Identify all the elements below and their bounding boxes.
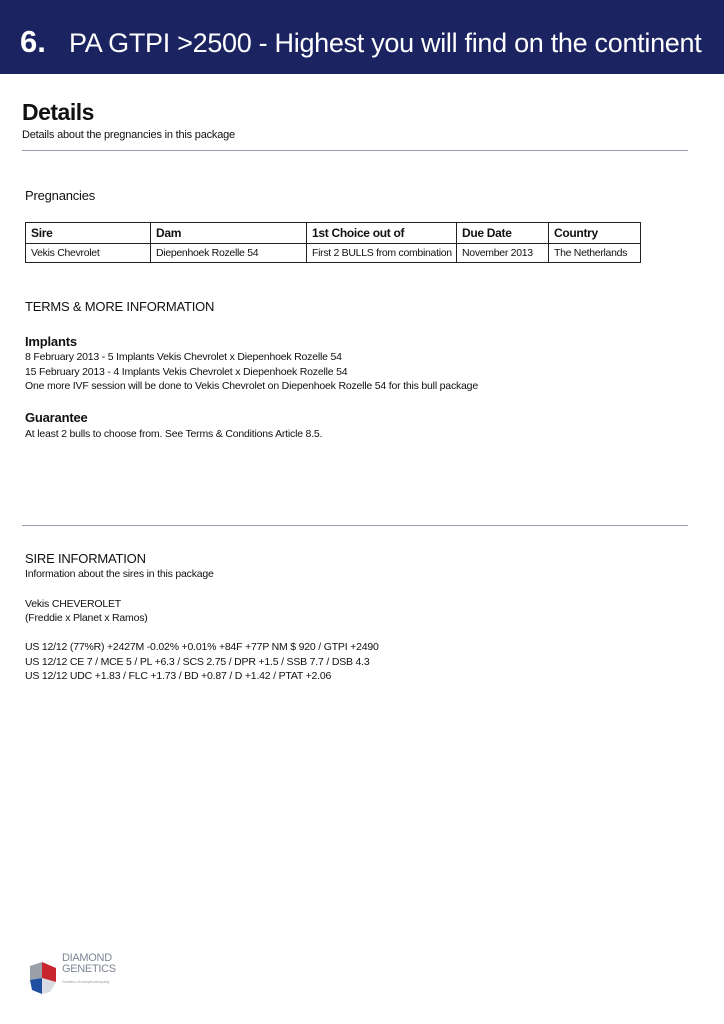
- table-header-row: [26, 223, 641, 244]
- implants-line: 8 February 2013 - 5 Implants Vekis Chevrolet x Diepenhoek Rozelle 54: [25, 351, 342, 363]
- page-title: PA GTPI >2500 - Highest you will find on the continent: [69, 28, 702, 58]
- sire-stat-line: US 12/12 (77%R) +2427M -0.02% +0.01% +84F +77P NM $ 920 / GTPI +2490: [25, 641, 379, 653]
- column-header-first-choice: 1st Choice out of: [307, 223, 457, 244]
- cell-dam: Diepenhoek Rozelle 54: [151, 244, 307, 263]
- column-header-due-date: Due Date: [457, 223, 549, 244]
- sire-stat-line: US 12/12 UDC +1.83 / FLC +1.73 / BD +0.87 / D +1.42 / PTAT +2.06: [25, 670, 332, 682]
- implants-line: One more IVF session will be done to Vekis Chevrolet on Diepenhoek Rozelle 54 for this bull package: [25, 380, 478, 392]
- logo-wordmark: [62, 953, 116, 975]
- cell-first-choice: First 2 BULLS from combination: [307, 244, 457, 263]
- sire-name: Vekis CHEVEROLET: [25, 598, 121, 610]
- sire-stats: [25, 640, 379, 684]
- cell-due-date: November 2013: [457, 244, 549, 263]
- implants-line: 15 February 2013 - 4 Implants Vekis Chevrolet x Diepenhoek Rozelle 54: [25, 365, 348, 378]
- guarantee-heading: Guarantee: [25, 410, 88, 425]
- logo-tagline: Genetics of exceptional quality: [62, 980, 110, 984]
- column-header-dam: Dam: [151, 223, 307, 244]
- column-header-sire: Sire: [26, 223, 151, 244]
- divider: [22, 150, 688, 151]
- pregnancies-heading: Pregnancies: [25, 188, 96, 203]
- section-number: 6.: [20, 24, 46, 59]
- diamond-genetics-logo: [28, 953, 118, 997]
- details-heading: Details: [22, 99, 94, 125]
- diamond-genetics-mark-icon: [28, 958, 58, 996]
- sire-info-heading: SIRE INFORMATION: [25, 551, 146, 566]
- cell-country: The Netherlands: [549, 244, 641, 263]
- pregnancies-table: [25, 222, 641, 263]
- guarantee-text: At least 2 bulls to choose from. See Terms & Conditions Article 8.5.: [25, 428, 323, 440]
- sire-pedigree: (Freddie x Planet x Ramos): [25, 612, 148, 624]
- cell-sire: Vekis Chevrolet: [26, 244, 151, 263]
- page-header: [0, 0, 724, 74]
- terms-heading: TERMS & MORE INFORMATION: [25, 299, 215, 314]
- logo-line-2: GENETICS: [62, 963, 116, 975]
- sire-info-subtitle: Information about the sires in this package: [25, 568, 214, 580]
- implants-heading: Implants: [25, 334, 77, 349]
- implants-text: [25, 350, 478, 394]
- column-header-country: Country: [549, 223, 641, 244]
- sire-stat-line: US 12/12 CE 7 / MCE 5 / PL +6.3 / SCS 2.75 / DPR +1.5 / SSB 7.7 / DSB 4.3: [25, 655, 370, 668]
- divider: [22, 525, 688, 526]
- logo-line-1: DIAMOND: [62, 952, 112, 964]
- table-row: [26, 244, 641, 263]
- details-subtitle: Details about the pregnancies in this package: [22, 129, 235, 141]
